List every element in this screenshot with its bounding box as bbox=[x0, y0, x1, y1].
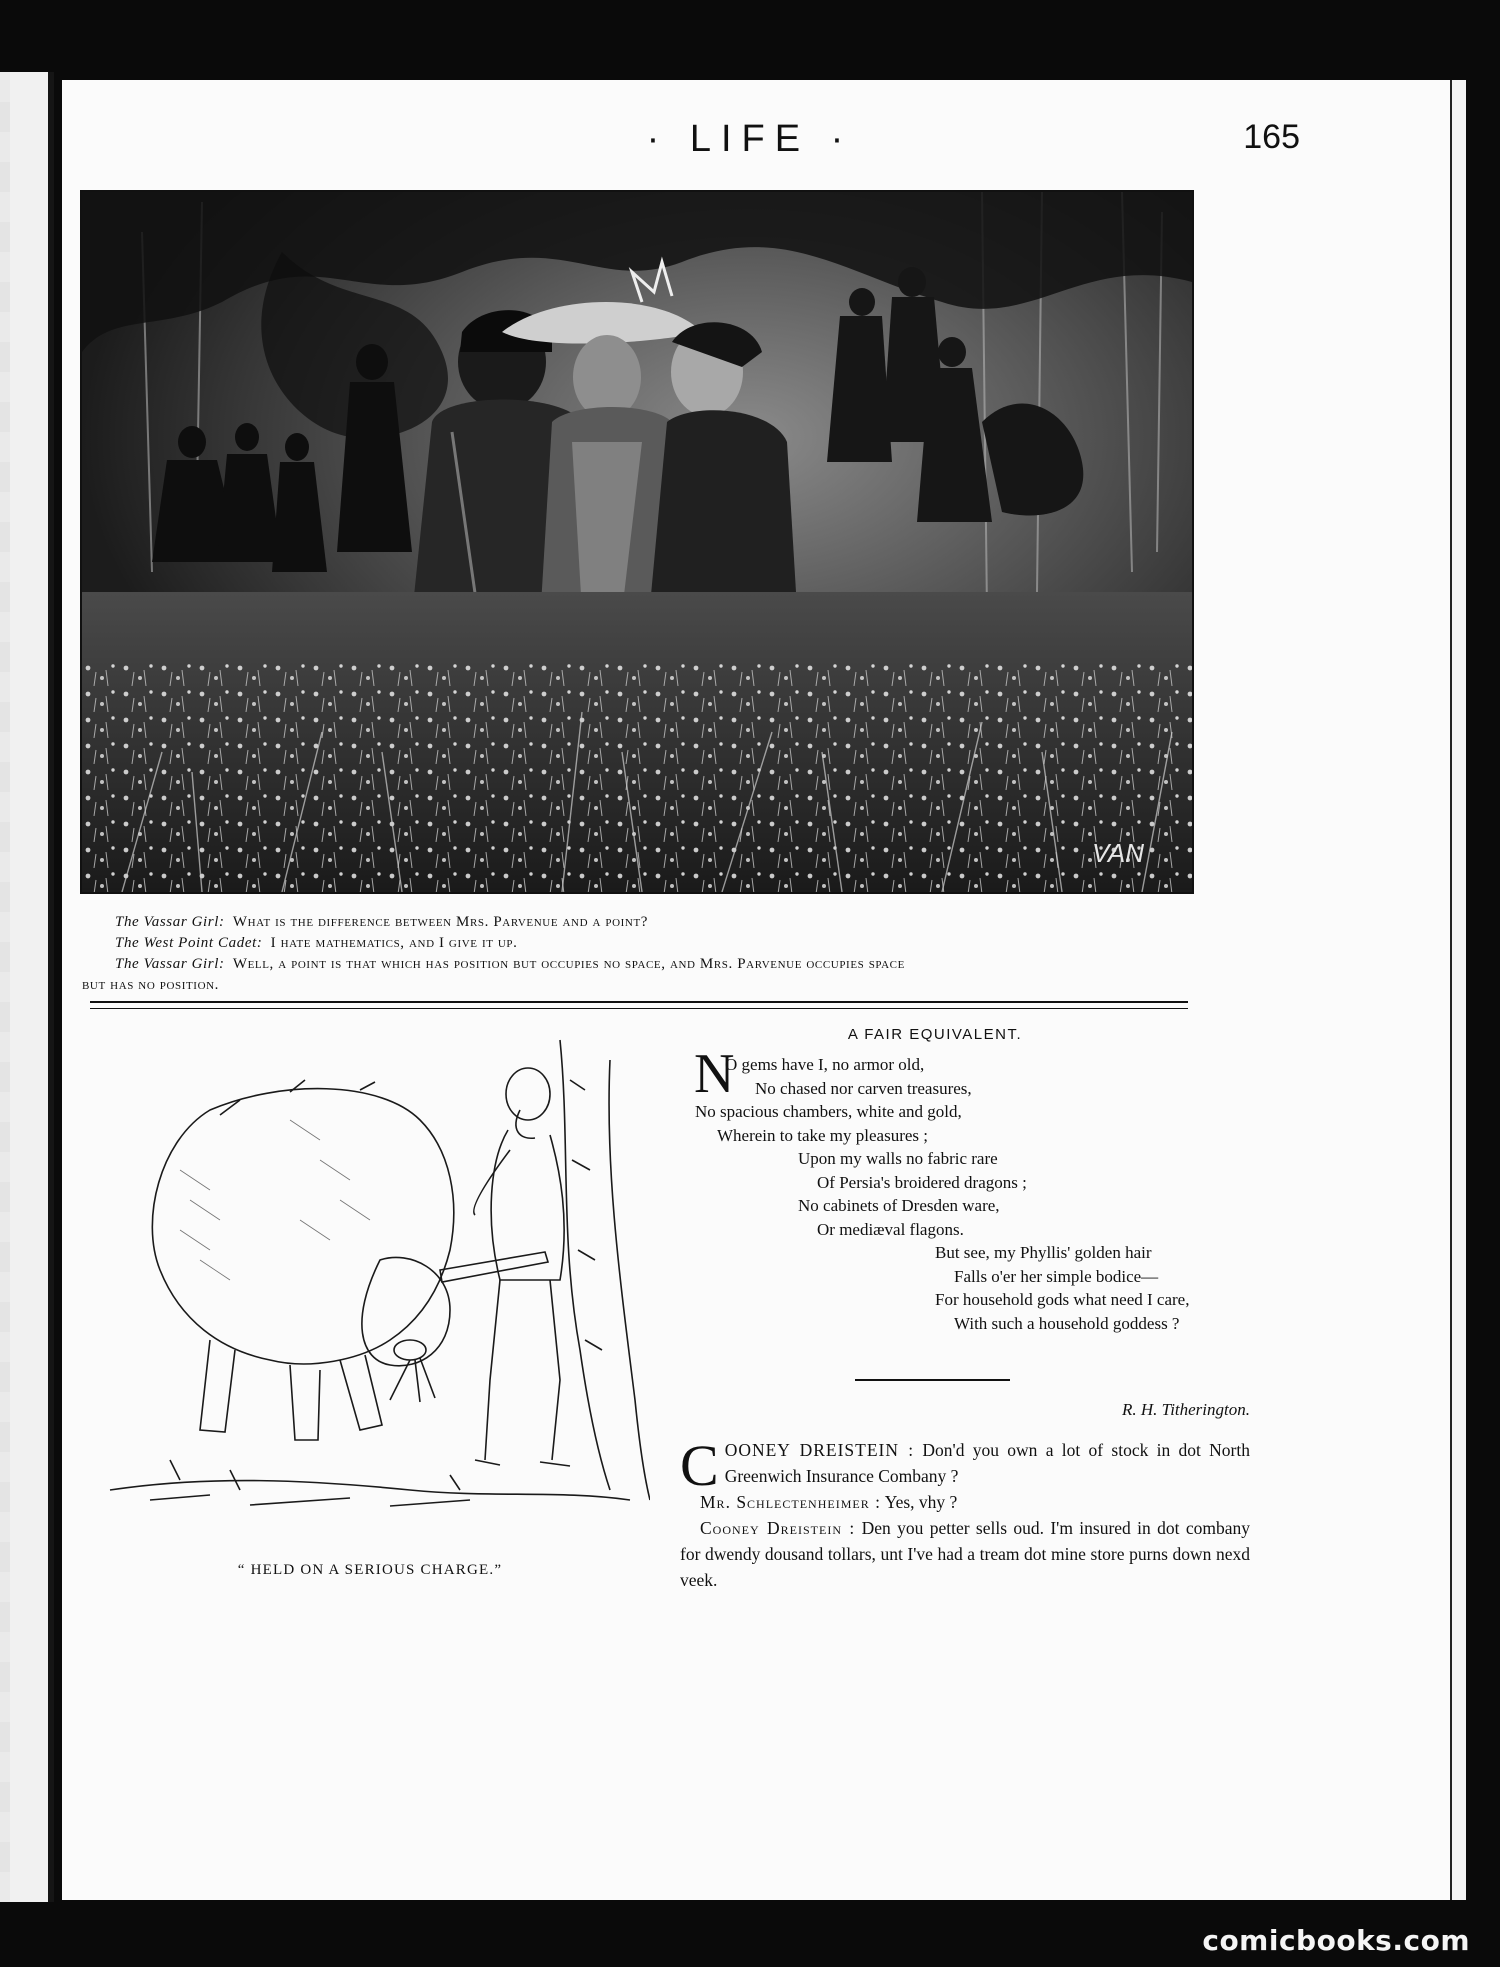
woodland-scene-art bbox=[82, 192, 1192, 892]
caption-text: I hate mathematics, and I give it up. bbox=[270, 935, 518, 951]
poem-line: Upon my walls no fabric rare bbox=[798, 1149, 998, 1168]
poem-line: With such a household goddess ? bbox=[954, 1313, 1180, 1333]
poem-line: No chased nor carven treasures, bbox=[755, 1078, 972, 1098]
caption-speaker: The Vassar Girl: bbox=[115, 914, 225, 930]
left-page-edge bbox=[0, 72, 54, 1902]
poem-line: Falls o'er her simple bodice— bbox=[954, 1266, 1159, 1286]
dialogue-text: Den you petter sells oud. I'm insured in dot combany for dwendy dousand tollars, unt I've had a tream dot mine store purns down nexd veek. bbox=[680, 1518, 1250, 1590]
poem-line: O gems have I, no armor old, bbox=[725, 1055, 925, 1074]
caption-text: but has no position. bbox=[82, 977, 220, 993]
poem-line: Wherein to take my pleasures ; bbox=[717, 1125, 929, 1145]
poem-body bbox=[694, 1043, 1215, 1335]
caption-line-4 bbox=[82, 975, 1252, 996]
dialogue-speaker: Mr. Schlectenheimer : bbox=[700, 1492, 881, 1512]
pig-and-man-drawing bbox=[90, 1020, 650, 1580]
caption-line-3 bbox=[82, 954, 1252, 975]
dialogue-speaker: OONEY DREISTEIN : bbox=[724, 1440, 915, 1460]
poem-line: No spacious chambers, white and gold, bbox=[695, 1102, 962, 1121]
dialogue-text: Yes, vhy ? bbox=[884, 1492, 958, 1512]
poem-drop-cap: N bbox=[694, 1043, 735, 1105]
dialogue-text: Don'd you own a lot of stock in dot North Greenwich Insurance Combany ? bbox=[724, 1440, 1251, 1486]
poem-line: No cabinets of Dresden ware, bbox=[798, 1196, 1000, 1215]
dialogue-drop-cap: C bbox=[680, 1433, 719, 1498]
caption-speaker: The Vassar Girl: bbox=[115, 956, 225, 972]
double-rule-divider bbox=[90, 1001, 1188, 1009]
page-number: 165 bbox=[1243, 118, 1300, 156]
poem-line: Or mediæval flagons. bbox=[817, 1219, 964, 1239]
short-rule-divider bbox=[855, 1379, 1010, 1381]
sketch-caption: “ HELD ON A SERIOUS CHARGE.” bbox=[237, 1562, 503, 1578]
right-page-edge bbox=[1450, 80, 1466, 1900]
top-cartoon-caption bbox=[82, 912, 1252, 996]
caption-text: Well, a point is that which has position but occupies no space, and Mrs. Parvenue occupies space bbox=[232, 956, 905, 972]
dialogue-para-1 bbox=[680, 1433, 1251, 1498]
dialogue-joke bbox=[680, 1433, 1251, 1593]
caption-speaker: The West Point Cadet: bbox=[115, 935, 263, 951]
caption-text: What is the difference between Mrs. Parvenue and a point? bbox=[232, 914, 649, 930]
masthead: · LIFE · bbox=[646, 118, 854, 160]
poem-line: But see, my Phyllis' golden hair bbox=[935, 1243, 1152, 1262]
site-watermark: comicbooks.com bbox=[1202, 1924, 1470, 1957]
poem-author: R. H. Titherington. bbox=[1122, 1400, 1250, 1419]
artist-signature: VAN bbox=[1092, 838, 1145, 868]
pig-sketch bbox=[90, 1020, 650, 1620]
dialogue-para-3 bbox=[680, 1515, 1250, 1593]
dialogue-speaker: Cooney Dreistein : bbox=[700, 1518, 856, 1538]
caption-line-1 bbox=[82, 912, 1252, 933]
caption-line-2 bbox=[82, 933, 1252, 954]
dialogue-para-2 bbox=[680, 1489, 1250, 1515]
poem-line: For household gods what need I care, bbox=[935, 1290, 1190, 1309]
woodland-cartoon bbox=[80, 190, 1194, 894]
poem-line: Of Persia's broidered dragons ; bbox=[817, 1172, 1027, 1192]
poem-title: A FAIR EQUIVALENT. bbox=[847, 1026, 1023, 1043]
